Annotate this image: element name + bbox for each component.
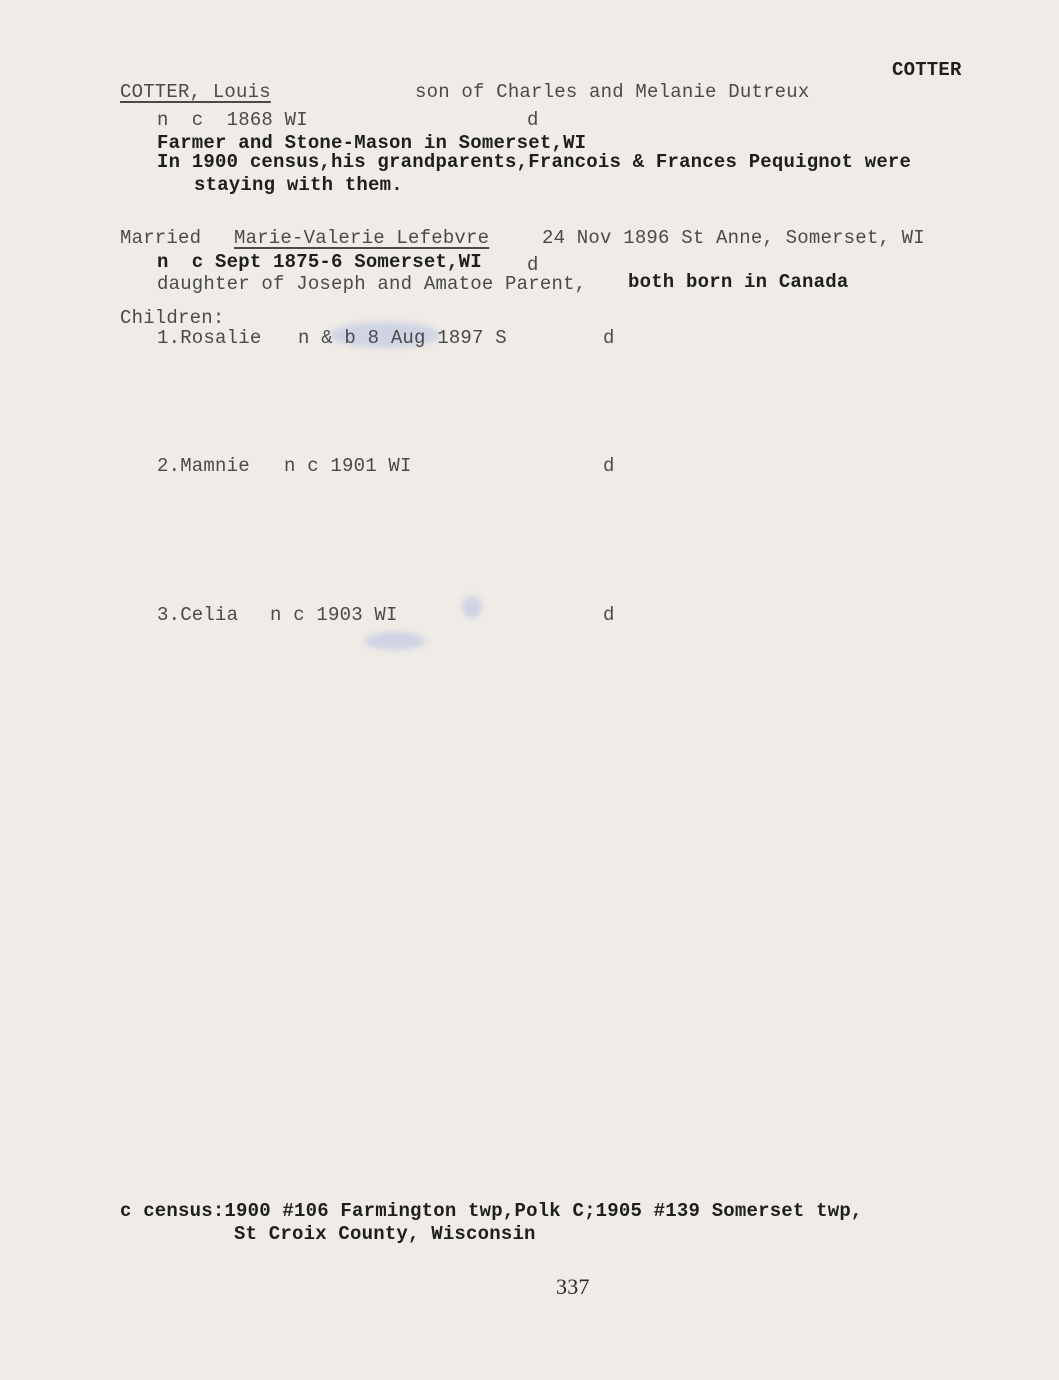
subject-occupation: Farmer and Stone-Mason in Somerset,WI [157,132,587,154]
spouse-death: d [527,254,539,276]
marriage-label: Married [120,227,202,249]
ink-smudge [462,596,482,618]
children-label: Children: [120,307,225,329]
marriage-details: 24 Nov 1896 St Anne, Somerset, WI [542,227,925,249]
page-number: 337 [556,1274,590,1299]
spouse-parents: daughter of Joseph and Amatoe Parent, [157,273,587,295]
spouse-birth: n c Sept 1875-6 Somerset,WI [157,251,482,273]
surname-tab: COTTER [892,59,962,81]
subject-name: COTTER, Louis [120,81,271,103]
child-death: d [603,327,615,349]
child-death: d [603,455,615,477]
child-birth: n & b 8 Aug 1897 S [298,327,507,349]
subject-death: d [527,109,539,131]
child-name: 3.Celia [157,604,239,626]
child-birth: n c 1903 WI [270,604,398,626]
spouse-parents-origin: both born in Canada [628,271,849,293]
child-name: 1.Rosalie [157,327,262,349]
subject-census-note-cont: staying with them. [194,174,403,196]
census-footnote: c census:1900 #106 Farmington twp,Polk C;1905 #139 Somerset twp, [120,1200,863,1222]
subject-parents: son of Charles and Melanie Dutreux [415,81,810,103]
spouse-name: Marie-Valerie Lefebvre [234,227,490,249]
subject-birth: n c 1868 WI [157,109,308,131]
child-death: d [603,604,615,626]
child-name: 2.Mamnie [157,455,250,477]
subject-census-note: In 1900 census,his grandparents,Francois & Frances Pequignot were [157,151,912,173]
child-birth: n c 1901 WI [284,455,412,477]
ink-smudge [365,632,425,650]
census-footnote-cont: St Croix County, Wisconsin [234,1223,536,1245]
